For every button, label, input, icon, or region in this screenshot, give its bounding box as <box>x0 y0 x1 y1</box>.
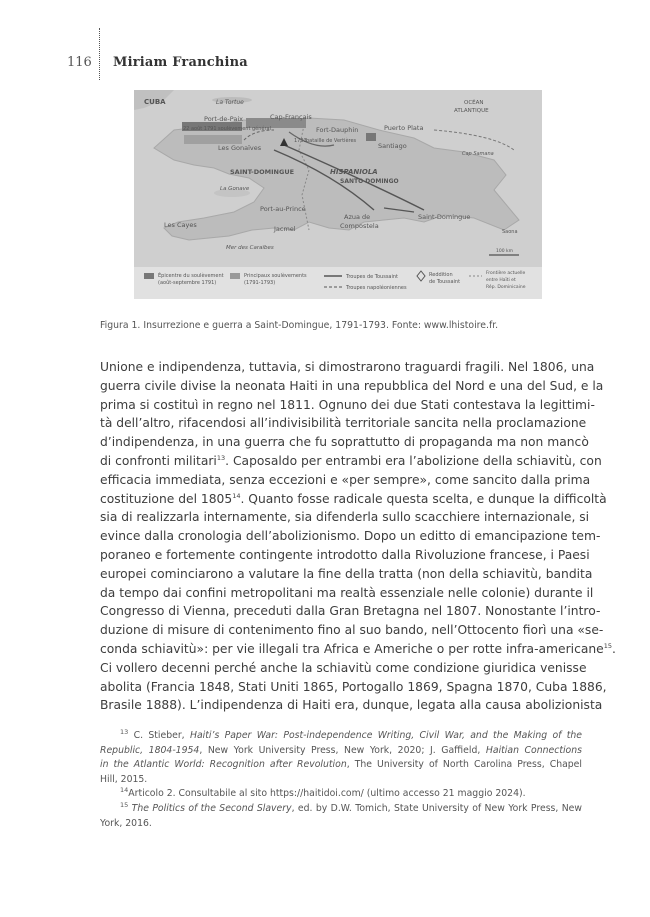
body-text-run: di confronti militari <box>100 453 217 468</box>
footnote-text: , New York University Press, New York, 2020; J. Gaffield, <box>199 744 486 756</box>
map-label-date: 22 août 1791 <box>183 126 217 132</box>
body-line: poraneo e fortemente contingente introdotto dalla Rivoluzione francese, i Paesi <box>100 547 590 562</box>
body-line: sia di realizzarla internamente, sia difenderla sullo scacchiere internazionale, si <box>100 510 590 525</box>
map-label-azua: Azua de <box>344 213 371 221</box>
footnote-15-line <box>100 802 582 817</box>
map-label-tortue: La Tortue <box>216 99 244 106</box>
map-label-port-de-paix: Port-de-Paix <box>204 115 243 123</box>
footnote-14-line <box>100 787 582 802</box>
header-divider <box>99 28 100 80</box>
legend-frontiere-3: Rép. Dominicaine <box>486 285 526 290</box>
body-line: europei cominciarono a valutare la fine della tratta (non della schiavitù, bandita <box>100 566 593 581</box>
map-label-soulevement: soulèvement général <box>218 126 272 132</box>
footnote-ref-13[interactable]: 13 <box>216 453 226 462</box>
footnote-title: Haiti’s Paper War: Post-independence Writing, Civil War, and the Making of the <box>189 730 583 741</box>
body-line <box>100 640 616 659</box>
body-line: abolita (Francia 1848, Stati Uniti 1865, Portogallo 1869, Spagna 1870, Cuba 1886, <box>100 679 607 694</box>
legend-troupes-toussaint: Troupes de Toussaint <box>346 274 399 280</box>
map-label-saint-domingue-city: Saint-Domingue <box>418 213 471 221</box>
map-label-cuba: CUBA <box>144 98 166 106</box>
body-line: da tempo dai confini metropolitani ma realtà essenziale nelle colonie) durante il <box>100 585 594 600</box>
footnote-title: Haitian Connections <box>485 744 582 756</box>
body-line: Ci vollero decenni perché anche la schiavitù come condizione giuridica venisse <box>100 660 587 675</box>
footnote-number: 15 <box>120 800 129 809</box>
footnote-ref-14[interactable]: 14 <box>232 491 241 500</box>
footnote-ref-15[interactable]: 15 <box>603 641 613 650</box>
map-label-puerto-plata: Puerto Plata <box>384 124 424 132</box>
legend-epicentre-2: (août-septembre 1791) <box>158 280 217 286</box>
footnotes <box>100 729 582 831</box>
body-line <box>100 452 602 471</box>
body-line: efficacia immediata, senza eccezioni e «per sempre», come sancito dalla prima <box>100 472 591 487</box>
map-label-gonave: La Gonave <box>220 186 250 192</box>
map-svg <box>134 90 542 299</box>
footnote-title: Republic, 1804-1954 <box>100 744 200 756</box>
footnote-13-line <box>100 729 582 744</box>
body-text-run: . Caposaldo per entrambi era l’abolizione della schiavitù, con <box>225 453 602 468</box>
legend-epicentre-1: Épicentre du soulèvement <box>158 273 224 279</box>
body-line: duzione di misure di contenimento fino al suo bando, nell’Ottocento fiorì una «se- <box>100 623 604 638</box>
footnote-title: in the Atlantic World: Recognition after Revolution <box>100 759 347 771</box>
body-text-run: costituzione del 1805 <box>100 491 233 506</box>
legend-frontiere-1: Frontière actuelle <box>486 271 526 276</box>
body-text-run: . <box>612 641 616 656</box>
figure-map <box>134 90 542 299</box>
legend-reddition-2: de Toussaint <box>429 279 461 285</box>
footnote-15-line: York, 2016. <box>100 817 152 829</box>
map-label-cayes: Les Cayes <box>164 221 197 229</box>
body-text-run: conda schiavitù»: per vie illegali tra Africa e Americhe o per rotte infra-americane <box>100 641 604 656</box>
body-line: d’indipendenza, in una guerra che fu soprattutto di propaganda ma non mancò <box>100 435 589 450</box>
legend-frontiere-2: entre Haïti et <box>486 278 516 283</box>
footnote-text: C. Stieber, <box>128 730 190 741</box>
map-label-gonaives: Les Gonaïves <box>218 144 262 152</box>
footnote-title: The Politics of the Second Slavery <box>131 802 292 814</box>
body-line: Congresso di Vienna, preceduti dalla Gran Bretagna nel 1807. Nonostante l’intro- <box>100 604 601 619</box>
map-label-hispaniola: HISPANIOLA <box>330 168 378 176</box>
map-label-fort-dauphin: Fort-Dauphin <box>316 126 359 134</box>
map-label-ocean: OCÉAN <box>464 100 484 106</box>
footnote-13-line: Hill, 2015. <box>100 773 148 785</box>
map-label-bataille-year: 1793 <box>294 138 307 144</box>
running-header <box>0 54 650 76</box>
footnote-number: 13 <box>120 727 129 736</box>
map-label-scale: 100 km <box>496 249 514 254</box>
body-line: Brasile 1888). L’indipendenza di Haiti era, dunque, legata alla causa abolizionista <box>100 698 603 713</box>
map-label-saona: Saona <box>502 229 518 235</box>
footnote-13-line <box>100 758 582 773</box>
footnote-13-line <box>100 744 582 759</box>
body-text-run: . Quanto fosse radicale questa scelta, e dunque la difficoltà <box>240 491 607 506</box>
map-label-bataille: bataille de Vertières <box>306 138 357 144</box>
map-label-port-au-prince: Port-au-Prince <box>260 205 306 213</box>
map-label-cap-samana: Cap Samana <box>462 151 494 157</box>
body-line: evince dalla cronologia dell’abolizionismo. Dopo un editto di emancipazione tem- <box>100 529 601 544</box>
legend-principaux-1: Principaux soulèvements <box>244 273 307 279</box>
map-label-jacmel: Jacmel <box>274 225 296 233</box>
map-label-atlantique: ATLANTIQUE <box>454 108 489 114</box>
footnote-text: , The University of North Carolina Press, Chapel <box>346 759 582 771</box>
body-line: guerra civile divise la neonata Haiti in una repubblica del Nord e una del Sud, e la <box>100 378 604 393</box>
map-label-cap-francais: Cap-Français <box>270 113 312 121</box>
running-author: Miriam Franchina <box>113 55 248 70</box>
body-line <box>100 490 607 509</box>
body-line: prima si costituì in regno nel 1811. Ognuno dei due Stati contestava la legittimi- <box>100 397 595 412</box>
map-label-santiago: Santiago <box>378 142 407 150</box>
map-label-saint-domingue: SAINT-DOMINGUE <box>230 168 295 176</box>
footnote-text[interactable]: Articolo 2. Consultabile al sito https://haitidoi.com/ (ultimo accesso 21 maggio 2024). <box>128 788 526 800</box>
legend-reddition-1: Reddition <box>429 272 453 278</box>
map-label-compostela: Compostela <box>340 222 379 230</box>
legend-troupes-napoleon: Troupes napoléoniennes <box>346 285 407 291</box>
map-label-mer: Mer des Caraïbes <box>226 245 274 251</box>
footnote-text: , ed. by D.W. Tomich, State University of New York Press, New <box>291 802 582 814</box>
map-label-santo-domingo: SANTO DOMINGO <box>340 178 399 185</box>
body-line: tà dell’altro, rifacendosi all’indivisibilità territoriale sancita nella proclamazione <box>100 416 587 431</box>
body-paragraph <box>100 358 616 715</box>
body-line: Unione e indipendenza, tuttavia, si dimostrarono traguardi fragili. Nel 1806, una <box>100 360 595 374</box>
legend-principaux-2: (1791-1793) <box>244 280 276 286</box>
page-number: 116 <box>67 55 92 70</box>
figure-caption: Figura 1. Insurrezione e guerra a Saint-Domingue, 1791-1793. Fonte: www.lhistoire.fr. <box>100 320 499 331</box>
footnote-number: 14 <box>120 786 129 795</box>
